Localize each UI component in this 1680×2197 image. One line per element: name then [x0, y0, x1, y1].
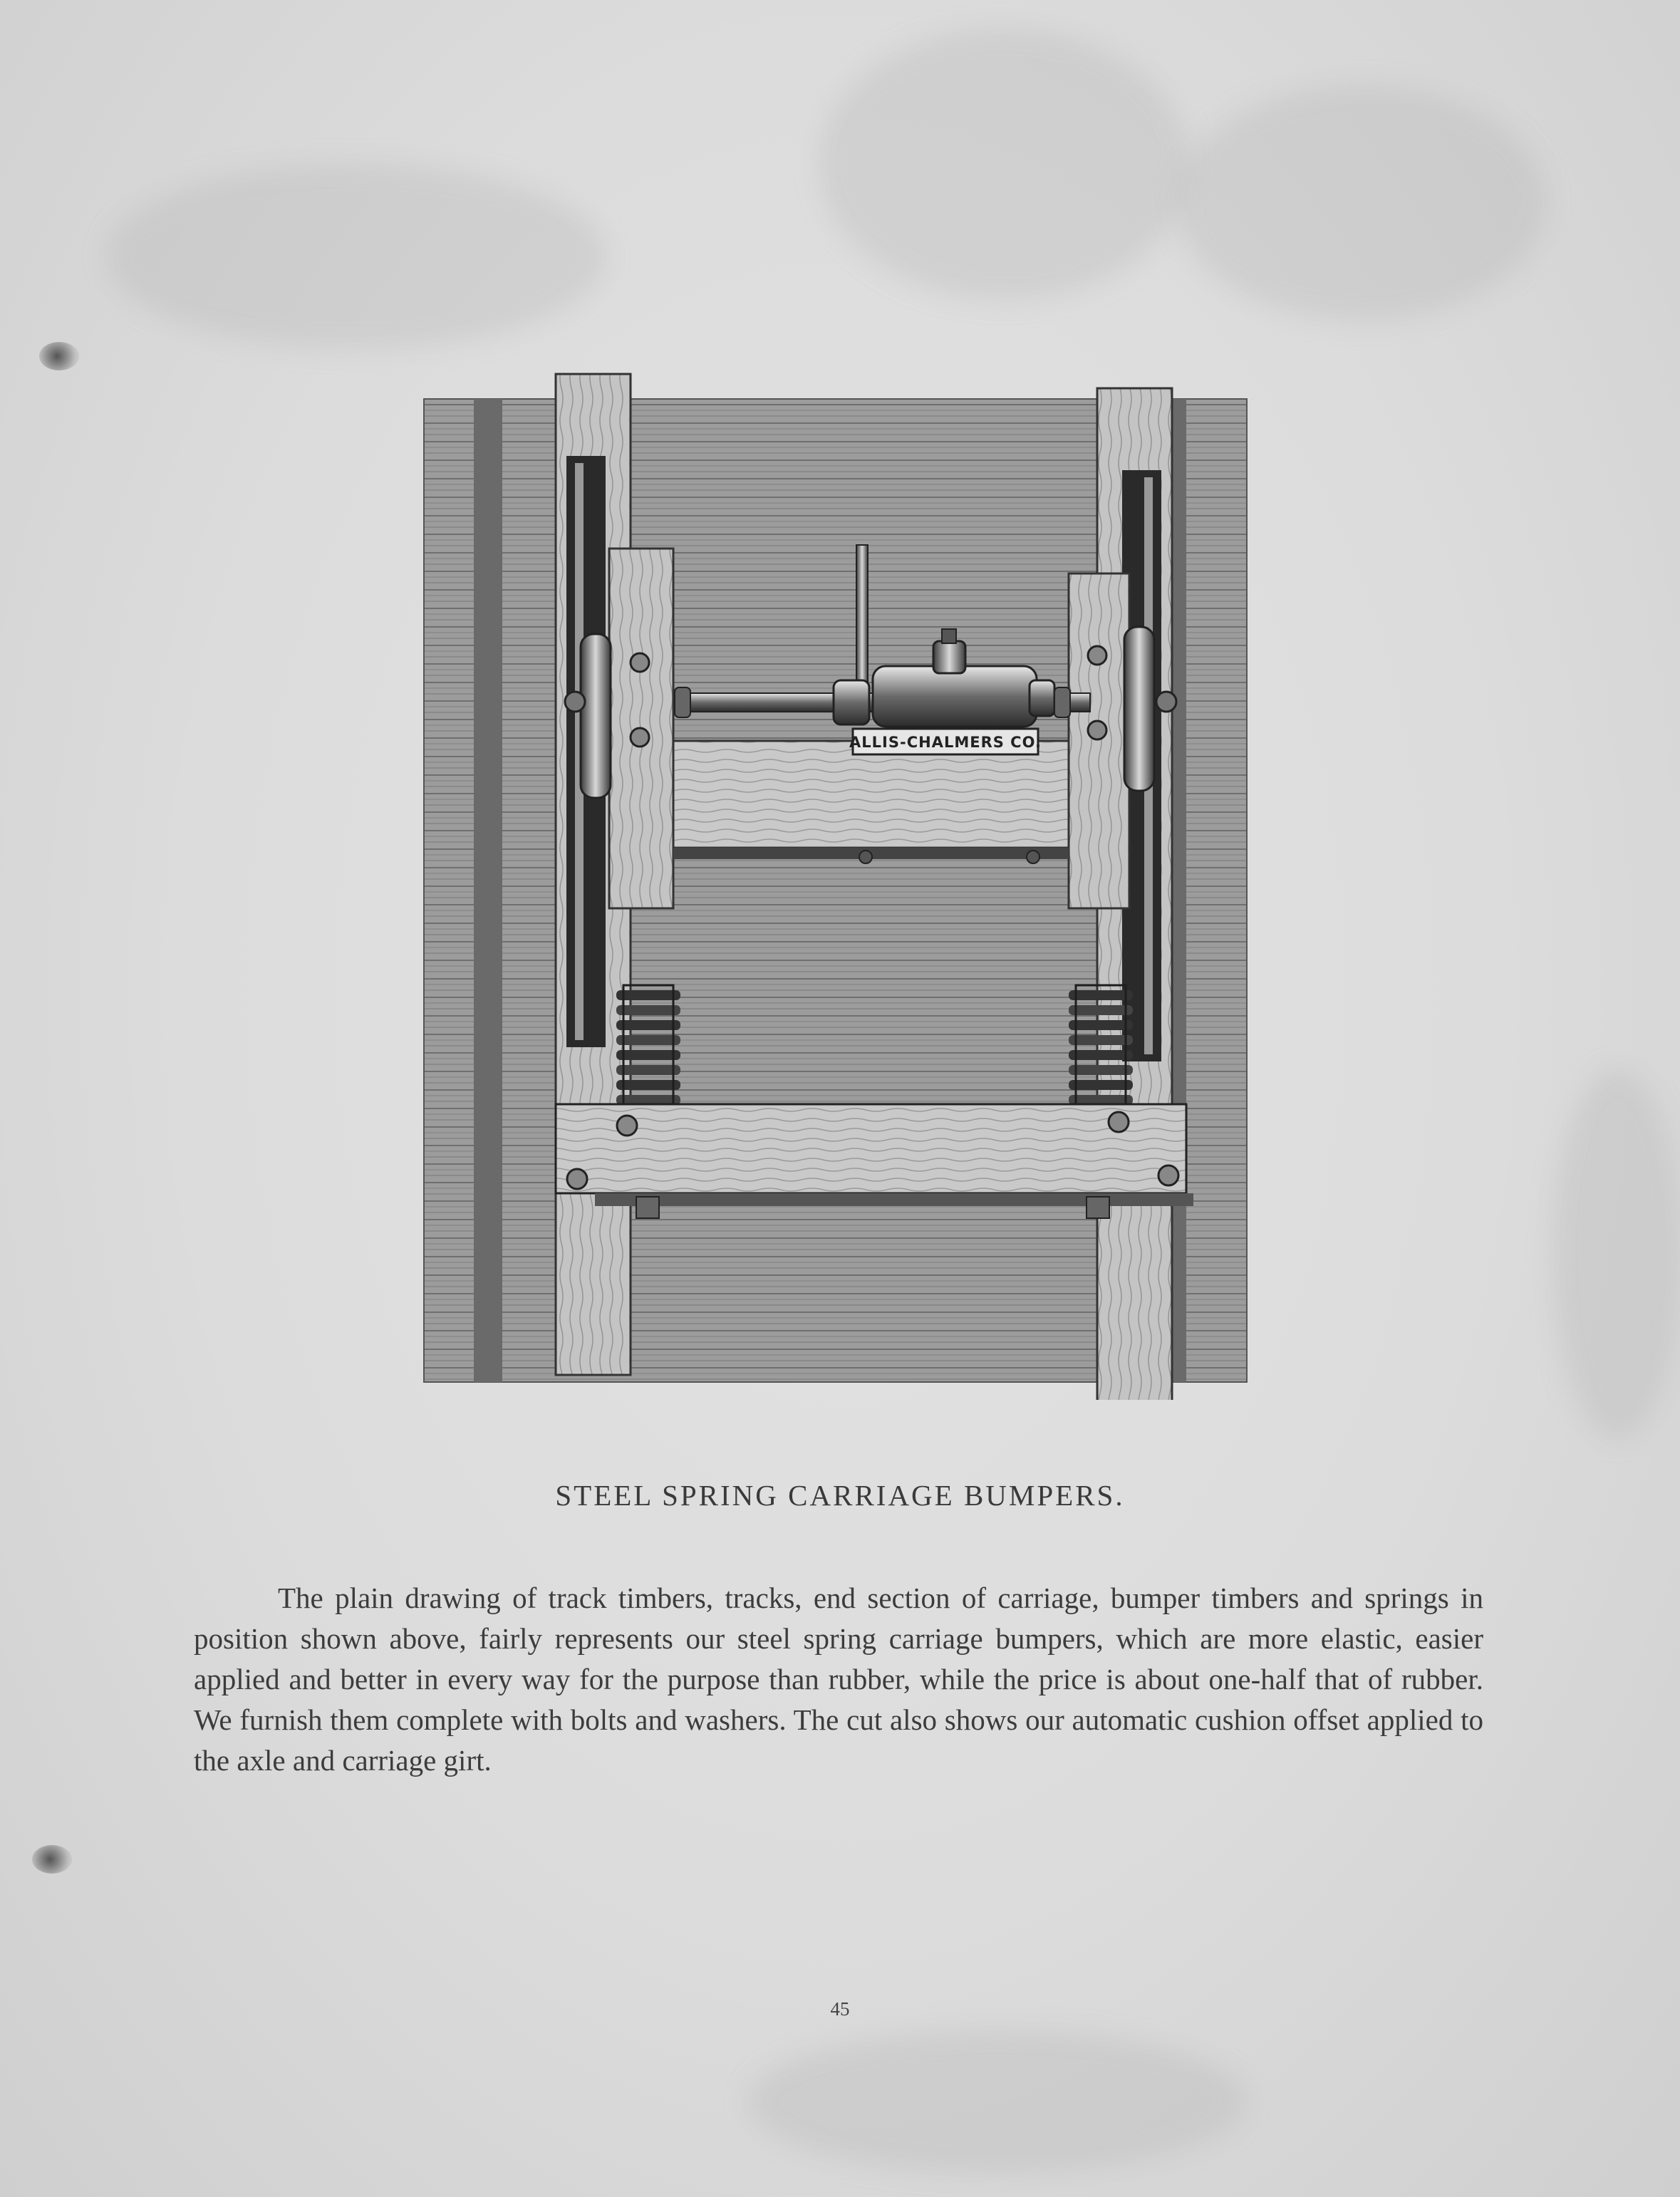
- axle-collar: [834, 680, 869, 724]
- housing-flange: [1030, 680, 1054, 716]
- binding-hole: [39, 342, 79, 370]
- bolt: [1088, 721, 1106, 739]
- page-number: 45: [830, 1998, 850, 2020]
- bolt: [631, 653, 649, 672]
- bolt: [1088, 646, 1106, 665]
- maker-plate-label: ALLIS-CHALMERS CO.: [849, 734, 1042, 751]
- housing-top-nub: [942, 629, 956, 643]
- body-paragraph: The plain drawing of track timbers, tracks, end section of carriage, bumper timbers and springs in position shown above, fairly represents our steel spring carriage bumpers, which are more elastic, easier applied and better in every way for the purpose than rubber, while the price is about one-half that of rubber. We furnish them complete with bolts and washers. The cut also shows our automatic cushion offset applied to the axle and carriage girt.: [194, 1581, 1483, 1777]
- paper-stain: [107, 164, 606, 349]
- bumper-nut: [636, 1197, 659, 1218]
- bumper-bolt: [1109, 1112, 1129, 1132]
- shadow-column-left: [474, 399, 502, 1382]
- housing-cap: [933, 641, 965, 673]
- paper-stain: [1176, 85, 1546, 321]
- bumper-nut: [1087, 1197, 1109, 1218]
- paper-stain: [819, 28, 1190, 299]
- axle-end-left: [675, 687, 690, 717]
- axle-end-right: [1054, 687, 1070, 717]
- binding-hole: [32, 1845, 72, 1874]
- carriage-timber-right: [1069, 573, 1129, 908]
- bumper-illustration: [417, 367, 1254, 1400]
- girt-stud: [1027, 851, 1039, 863]
- bumper-bolt: [617, 1116, 637, 1136]
- bolt: [631, 728, 649, 747]
- spring-left: [616, 985, 680, 1121]
- wheel-hub-right: [1156, 692, 1176, 712]
- paper-stain: [748, 2030, 1247, 2173]
- engraving-svg: [417, 367, 1254, 1400]
- cushion-offset-housing: [873, 666, 1037, 727]
- wheel-left: [581, 634, 611, 798]
- bumper-timber: [556, 1104, 1186, 1193]
- figure-caption: STEEL SPRING CARRIAGE BUMPERS.: [555, 1479, 1125, 1512]
- wheel-hub-left: [565, 692, 585, 712]
- spring-right: [1069, 985, 1133, 1121]
- carriage-girt: [673, 741, 1069, 848]
- paper-stain: [1553, 1069, 1680, 1439]
- bumper-bolt: [567, 1169, 587, 1189]
- bumper-bolt: [1158, 1165, 1178, 1185]
- wheel-right: [1124, 627, 1154, 791]
- girt-stud: [859, 851, 872, 863]
